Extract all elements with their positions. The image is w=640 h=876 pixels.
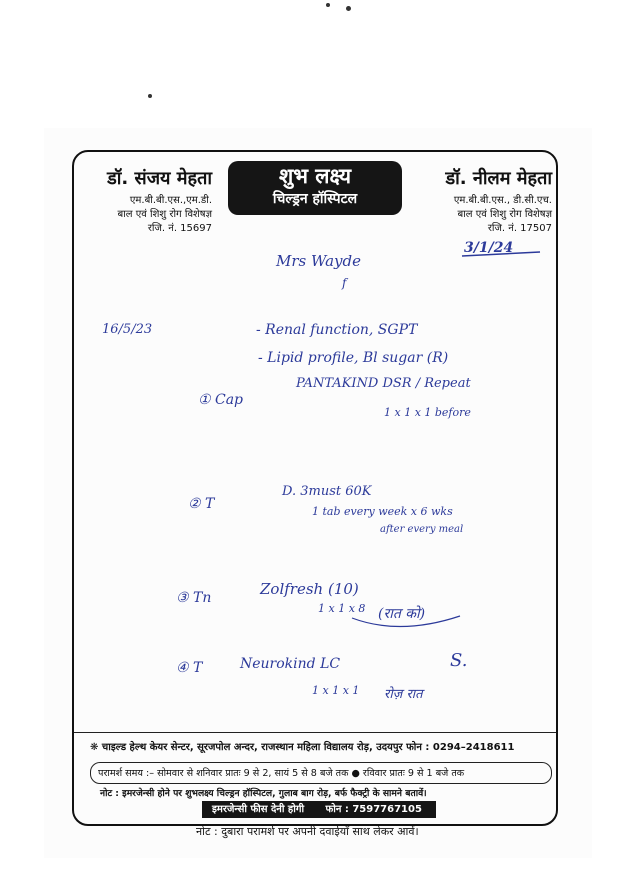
address-bullet-icon: ❋ — [90, 742, 102, 753]
rx-2-note: after every meal — [380, 524, 464, 535]
footer-emergency-note: नोट : इमरजेन्सी होने पर शुभलक्ष्य चिल्ड्रन हॉस्पिटल, गुलाब बाग रोड़, बर्फ फैक्ट्री के सामने बतावें। — [100, 788, 427, 799]
date-underline — [462, 252, 540, 256]
rx-2-drug: D. 3must 60K — [282, 484, 372, 499]
left-doctor-specialty: बाल एवं शिशु रोग विशेषज्ञ — [117, 209, 212, 220]
rx-3-drug: Zolfresh (10) — [260, 580, 359, 598]
handwritten-test-2: - Lipid profile, Bl sugar (R) — [258, 350, 449, 366]
handwritten-patient-sub: f — [342, 276, 347, 290]
emergency-fee: इमरजेन्सी फीस देनी होगी — [212, 804, 305, 815]
emergency-fee-bar — [202, 801, 436, 818]
footer-address: ❋ चाइल्ड हेल्थ केयर सेन्टर, सूरजपोल अन्दर, राजस्थान महिला विद्यालय रोड़, उदयपुर फोन : 0294–2418611 — [90, 742, 515, 753]
footer-divider — [74, 732, 556, 733]
rx-4-note: रोज़ रात — [384, 687, 423, 702]
left-doctor-name: डॉ. संजय मेहता — [107, 168, 212, 189]
rx-2-number: ② T — [188, 496, 215, 512]
rx-3-dose: 1 x 1 x 8 — [318, 602, 366, 615]
rx-1-number: ① Cap — [198, 392, 244, 408]
rx-4-number: ④ T — [176, 660, 203, 676]
hospital-title: शुभ लक्ष्य — [278, 164, 352, 188]
handwritten-test-1: - Renal function, SGPT — [256, 322, 418, 338]
rx-3-number: ③ Tn — [176, 590, 212, 606]
right-doctor-name: डॉ. नीलम मेहता — [445, 168, 552, 189]
rx-2-dose: 1 tab every week x 6 wks — [312, 505, 453, 518]
handwritten-date: 3/1/24 — [464, 240, 514, 256]
right-doctor-reg: रजि. नं. 17507 — [487, 223, 552, 234]
left-doctor-degree: एम.बी.बी.एस.,एम.डी. — [129, 195, 212, 206]
left-doctor-reg: रजि. नं. 15697 — [147, 223, 212, 234]
handwritten-patient: Mrs Wayde — [276, 252, 362, 270]
footer-timing: परामर्श समय :– सोमवार से शनिवार प्रातः 9 से 2, सायं 5 से 8 बजे तक ● रविवार प्रातः 9 से 1 बजे तक — [98, 768, 465, 779]
handwritten-margin-note: 16/5/23 — [102, 322, 153, 337]
right-doctor-degree: एम.बी.बी.एस., डी.सी.एच. — [453, 195, 552, 206]
rx-4-sign: S. — [450, 650, 468, 671]
rx-3-note: (रात को) — [378, 606, 426, 622]
hospital-subtitle: चिल्ड्रन हॉस्पिटल — [272, 191, 358, 207]
handwritten-test-3: PANTAKIND DSR / Repeat — [296, 376, 471, 391]
handwritten-test-4: 1 x 1 x 1 before — [384, 406, 471, 419]
rx-4-dose: 1 x 1 x 1 — [312, 684, 360, 697]
footer-bottom-note: नोट : दुबारा परामर्श पर अपनी दवाईयाँ साथ लेकर आवें। — [196, 825, 419, 838]
right-doctor-specialty: बाल एवं शिशु रोग विशेषज्ञ — [457, 209, 552, 220]
emergency-phone: फोन : 7597767105 — [325, 804, 422, 815]
rx-3-bracket — [352, 616, 460, 627]
rx-4-drug: Neurokind LC — [240, 656, 341, 672]
